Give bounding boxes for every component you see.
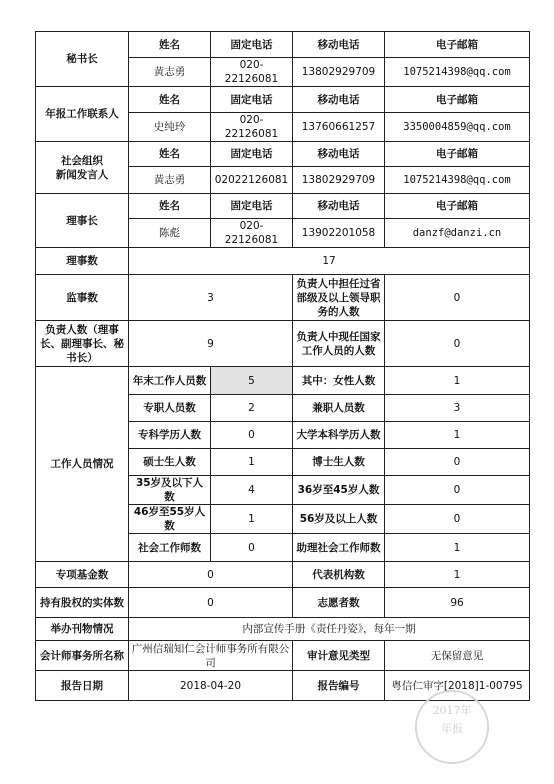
secretary-landline: 020-22126081 [211,58,293,87]
secretary-name: 黄志勇 [129,58,211,87]
press-landline: 02022126081 [211,167,293,194]
watermark-year: 2017年 [432,704,472,717]
staff-item-label: 年末工作人员数 [129,367,211,395]
col-name-header: 姓名 [129,32,211,58]
annual-contact-name: 史纯玲 [129,113,211,142]
equity-entities-label: 持有股权的实体数 [36,588,129,618]
chair-name: 陈彪 [129,219,211,248]
chair-header-row [36,194,530,219]
staff-item-label: 36岁至45岁人数 [293,476,385,505]
publications-row [36,618,530,641]
staff-item-label: 助理社会工作师数 [293,534,385,562]
special-funds-label: 专项基金数 [36,562,129,588]
volunteers-value: 96 [385,588,530,618]
staff-item-value: 3 [385,395,530,422]
report-number-value: 粤信仁审字[2018]1-00795 [385,671,530,701]
leaders-ministerial-value: 0 [385,275,530,321]
leaders-civil-servant-value: 0 [385,321,530,367]
staff-item-value: 0 [211,534,293,562]
supervisors-label: 监事数 [36,275,129,321]
col-name-header: 姓名 [129,142,211,167]
publications-value: 内部宣传手册《责任丹姿》，每年一期 [129,618,530,641]
staff-item-value: 4 [211,476,293,505]
annual-report-seal-watermark [415,690,489,764]
report-date-value: 2018-04-20 [129,671,293,701]
staff-item-value: 1 [385,422,530,449]
staff-row [36,367,530,395]
press-spokesperson-label [36,142,129,194]
directors-label: 理事数 [36,248,129,275]
col-mobile-header: 移动电话 [293,194,385,219]
col-landline-header: 固定电话 [211,142,293,167]
watermark-text: 年报 [441,722,463,735]
staff-item-value: 0 [385,476,530,505]
chair-landline: 020-22126081 [211,219,293,248]
equity-row [36,588,530,618]
supervisors-row [36,275,530,321]
press-name: 黄志勇 [129,167,211,194]
press-email: 1075214398@qq.com [385,167,530,194]
staff-item-value: 1 [211,505,293,534]
leaders-row [36,321,530,367]
chair-label: 理事长 [36,194,129,248]
col-name-header: 姓名 [129,87,211,113]
staff-item-value: 2 [211,395,293,422]
annual-contact-email: 3350004859@qq.com [385,113,530,142]
secretary-mobile: 13802929709 [293,58,385,87]
staff-item-value: 0 [211,422,293,449]
audit-row [36,641,530,671]
volunteers-label: 志愿者数 [293,588,385,618]
staff-item-label: 兼职人员数 [293,395,385,422]
col-email-header: 电子邮箱 [385,87,530,113]
staff-item-value: 0 [385,505,530,534]
staff-item-value: 0 [385,449,530,476]
rep-offices-label: 代表机构数 [293,562,385,588]
staff-item-value: 1 [385,534,530,562]
secretary-label: 秘书长 [36,32,129,87]
annual-contact-landline: 020-22126081 [211,113,293,142]
staff-item-label: 大学本科学历人数 [293,422,385,449]
staff-item-label: 46岁至55岁人数 [129,505,211,534]
col-landline-header: 固定电话 [211,32,293,58]
special-funds-value: 0 [129,562,293,588]
press-label-line2: 新闻发言人 [55,168,109,181]
press-label-line1: 社会组织 [61,154,103,167]
report-date-label: 报告日期 [36,671,129,701]
equity-entities-value: 0 [129,588,293,618]
col-mobile-header: 移动电话 [293,87,385,113]
staff-item-value: 1 [385,367,530,395]
staff-item-value: 1 [211,449,293,476]
annual-contact-mobile: 13760661257 [293,113,385,142]
col-name-header: 姓名 [129,194,211,219]
col-mobile-header: 移动电话 [293,32,385,58]
col-email-header: 电子邮箱 [385,194,530,219]
secretary-header-row [36,32,530,58]
report-number-label: 报告编号 [293,671,385,701]
rep-offices-value: 1 [385,562,530,588]
chair-email: danzf@danzi.cn [385,219,530,248]
annual-contact-header-row [36,87,530,113]
audit-firm-value: 广州信瑞知仁会计师事务所有限公司 [129,641,293,671]
press-mobile: 13802929709 [293,167,385,194]
staff-item-label: 专职人员数 [129,395,211,422]
funds-row [36,562,530,588]
supervisors-value: 3 [129,275,293,321]
col-mobile-header: 移动电话 [293,142,385,167]
staff-item-label: 博士生人数 [293,449,385,476]
staff-item-label: 硕士生人数 [129,449,211,476]
staff-item-label: 专科学历人数 [129,422,211,449]
staff-item-value: 5 [211,367,293,395]
col-landline-header: 固定电话 [211,194,293,219]
staff-section-label: 工作人员情况 [36,367,129,562]
directors-value: 17 [129,248,530,275]
col-landline-header: 固定电话 [211,87,293,113]
directors-row [36,248,530,275]
report-table [35,31,530,701]
secretary-email: 1075214398@qq.com [385,58,530,87]
leaders-civil-servant-label: 负责人中现任国家工作人员的人数 [293,321,385,367]
publications-label: 举办刊物情况 [36,618,129,641]
audit-opinion-value: 无保留意见 [385,641,530,671]
audit-firm-label: 会计师事务所名称 [36,641,129,671]
audit-opinion-label: 审计意见类型 [293,641,385,671]
leaders-count-label: 负责人数（理事长、副理事长、秘书长） [36,321,129,367]
staff-item-label: 56岁及以上人数 [293,505,385,534]
annual-contact-label: 年报工作联系人 [36,87,129,142]
staff-item-label: 35岁及以下人数 [129,476,211,505]
chair-mobile: 13902201058 [293,219,385,248]
staff-item-label: 其中：女性人数 [293,367,385,395]
col-email-header: 电子邮箱 [385,142,530,167]
press-header-row [36,142,530,167]
staff-item-label: 社会工作师数 [129,534,211,562]
leaders-ministerial-label: 负责人中担任过省部级及以上领导职务的人数 [293,275,385,321]
leaders-count-value: 9 [129,321,293,367]
col-email-header: 电子邮箱 [385,32,530,58]
